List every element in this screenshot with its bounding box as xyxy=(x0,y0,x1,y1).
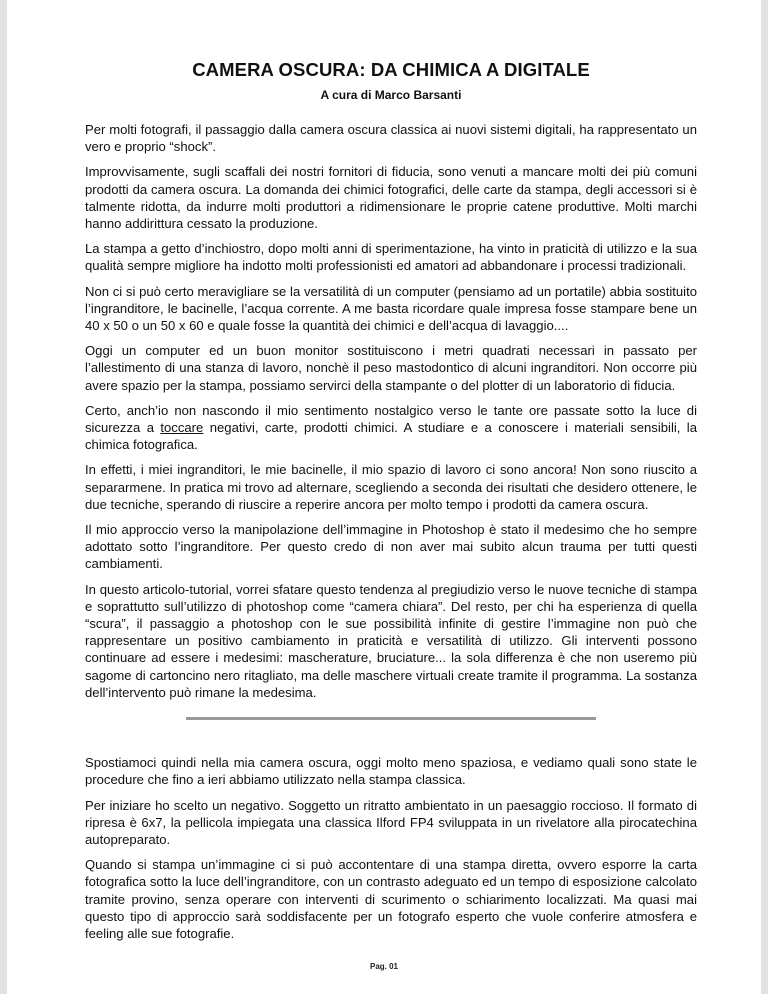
page-left-margin xyxy=(0,0,7,994)
paragraph: Quando si stampa un’immagine ci si può accontentare di una stampa diretta, ovvero esporre la carta fotografica sotto la luce dell’ingranditore, con un contrasto adeguato ed un tempo di esposizione calcolato tramite provino, senza operare con interventi di scurimento o schiarimento localizzati. Ma quasi mai questo tipo di approccio sarà soddisfacente per un fotografo esperto che vuole conferire atmosfera e feeling alle sue fotografie. xyxy=(85,857,697,941)
document-author: A cura di Marco Barsanti xyxy=(320,88,462,102)
underlined-word: toccare xyxy=(160,420,204,436)
paragraph: Per molti fotografi, il passaggio dalla camera oscura classica ai nuovi sistemi digitali, ha rappresentato un vero e proprio “shock”. xyxy=(85,122,697,155)
paragraph: Improvvisamente, sugli scaffali dei nostri fornitori di fiducia, sono venuti a mancare molti dei più comuni prodotti da camera oscura. La domanda dei chimici fotografici, delle carte da stampa, degli accessori si è talmente ridotta, da indurre molti produttori a ridimensionare le proprie catene produttive. Molti marchi hanno addirittura cessato la produzione. xyxy=(85,164,697,232)
page-number: Pag. 01 xyxy=(369,962,398,971)
paragraph: Il mio approccio verso la manipolazione dell’immagine in Photoshop è stato il medesimo che ho sempre adottato sotto l’ingranditore. Per questo credo di non aver mai subito alcun trauma per tutti questi cambiamenti. xyxy=(85,522,697,572)
paragraph: Spostiamoci quindi nella mia camera oscura, oggi molto meno spaziosa, e vediamo quali sono state le procedure che fino a ieri abbiamo utilizzato nella stampa classica. xyxy=(85,755,697,788)
document-body xyxy=(85,121,697,942)
paragraph-text: Certo, anch’io non nascondo il mio sentimento nostalgico verso le tante ore passate sotto la luce di sicurezza a xyxy=(85,402,697,436)
paragraph-text: negativi, carte, prodotti chimici. A studiare e a conoscere i materiali sensibili, la chimica fotografica. xyxy=(85,420,697,453)
paragraph: La stampa a getto d’inchiostro, dopo molti anni di sperimentazione, ha vinto in praticità di utilizzo e la sua qualità sempre migliore ha indotto molti professionisti ed amatori ad abbandonare i processi tradizionali. xyxy=(85,241,697,274)
paragraph: In effetti, i miei ingranditori, le mie bacinelle, il mio spazio di lavoro ci sono ancora! Non sono riuscito a separarmene. In pratica mi trovo ad alternare, scegliendo a seconda dei risultati che desidero ottenere, le due tecniche, sperando di riuscire a reperire ancora per molto tempo i prodotti da camera oscura. xyxy=(85,462,697,512)
document-title: CAMERA OSCURA: DA CHIMICA A DIGITALE xyxy=(192,59,590,80)
document-content xyxy=(85,58,697,950)
paragraph: Per iniziare ho scelto un negativo. Soggetto un ritratto ambientato in un paesaggio roccioso. Il formato di ripresa è 6x7, la pellicola impiegata una classica Ilford FP4 sviluppata in un rivelatore alla pirocatechina autopreparato. xyxy=(85,797,697,847)
paragraph: Oggi un computer ed un buon monitor sostituiscono i metri quadrati necessari in passato per l’allestimento di una stanza di lavoro, nonchè il peso mastodontico di alcuni ingranditori. Non occorre più avere spazio per la stampa, possiamo servirci della stampante o del plotter di un laboratorio di fiducia. xyxy=(85,343,697,393)
page-right-margin xyxy=(761,0,768,994)
paragraph: Non ci si può certo meravigliare se la versatilità di un computer (pensiamo ad un portatile) abbia sostituito l’ingranditore, le bacinelle, l’acqua corrente. A me basta ricordare quale impresa fosse stampare bene un 40 x 50 o un 50 x 60 e quale fosse la quantità dei chimici e dell’acqua di lavaggio.... xyxy=(85,283,697,334)
paragraph xyxy=(85,402,697,454)
section-divider xyxy=(186,717,596,720)
paragraph: In questo articolo-tutorial, vorrei sfatare questo tendenza al pregiudizio verso le nuove tecniche di stampa e soprattutto sull’utilizzo di photoshop come “camera chiara”. Del resto, per chi ha esperienza di quella “scura”, il passaggio a photoshop con le sue possibilità infinite di gestire l’immagine non può che rappresentare un positivo cambiamento in praticità e versatilità di utilizzo. Gli interventi possono continuare ad essere i medesimi: mascherature, bruciature... la sola differenza è che non useremo più sagome di cartoncino nero ritagliato, ma delle maschere virtuali create tramite il programma. La sostanza dell’intervento può rimane la medesima. xyxy=(85,581,697,700)
